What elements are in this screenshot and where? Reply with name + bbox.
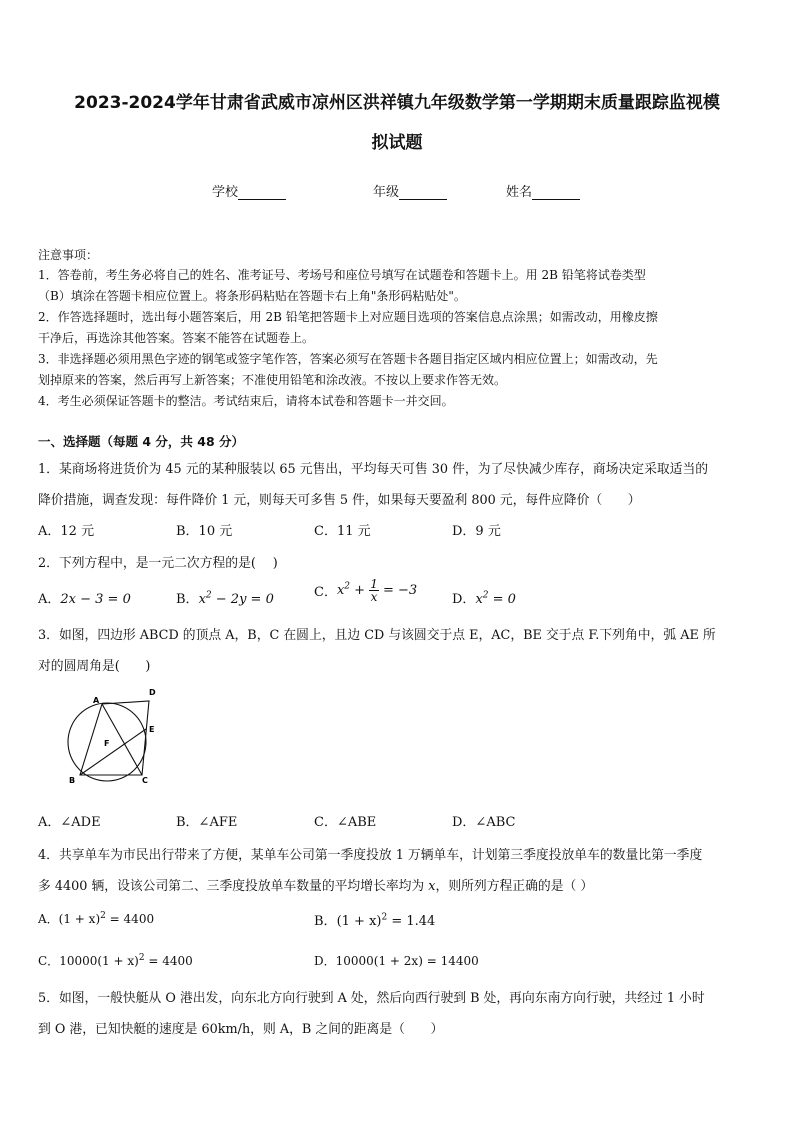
q1-option-d: D．9 元 <box>452 524 501 539</box>
q5-stem-line2: 到 O 港，已知快艇的速度是 60km/h，则 A，B 之间的距离是（ ） <box>38 1022 444 1037</box>
q2-option-b-label: B． <box>176 592 199 607</box>
note-line: （B）填涂在答题卡相应位置上。将条形码粘贴在答题卡右上角"条形码粘贴处"。 <box>38 289 466 303</box>
point-label-c: C <box>142 776 148 785</box>
q5-stem-line1: 5．如图，一般快艇从 O 港出发，向东北方向行驶到 A 处，然后向西行驶到 B 处，再向东南方向行驶，共经过 1 小时 <box>38 991 705 1006</box>
q4-stem-line2: 多 4400 辆，设该公司第二、三季度投放单车数量的平均增长率均为 x，则所列方程正确的是（ ） <box>38 879 594 894</box>
point-label-a: A <box>93 696 100 705</box>
q1-option-c: C．11 元 <box>314 524 371 539</box>
school-blank <box>238 185 286 200</box>
note-line: 2．作答选择题时，选出每小题答案后，用 2B 铅笔把答题卡上对应题目选项的答案信息点涂黑；如需改动，用橡皮擦 <box>38 310 658 324</box>
q4-option-c: C．$10000(1 + x)^2 = 4400$ <box>38 953 193 968</box>
q1-option-b: B．10 元 <box>176 524 233 539</box>
notes-heading: 注意事项： <box>38 248 99 262</box>
q2-option-d <box>452 588 516 607</box>
q2-option-d-label: D． <box>452 592 476 607</box>
note-line: 1．答卷前，考生务必将自己的姓名、准考证号、考场号和座位号填写在试题卷和答题卡上。用 2B 铅笔将试卷类型 <box>38 268 646 282</box>
name-field <box>506 181 580 200</box>
q2-option-a <box>38 588 131 607</box>
exam-title-line1: 2023-2024学年甘肃省武威市凉州区洪祥镇九年级数学第一学期期末质量跟踪监视模 <box>74 93 720 113</box>
fraction: $\frac{1}{x}$ <box>370 577 378 604</box>
q3-geometry-figure <box>60 684 170 790</box>
q3-option-c: C．∠ABE <box>314 815 377 830</box>
point-label-b: B <box>69 776 76 785</box>
q1-stem-line1: 1．某商场将进货价为 45 元的某种服装以 65 元售出，平均每天可售 30 件，为了尽快减少库存，商场决定采取适当的 <box>38 462 709 477</box>
point-label-f: F <box>104 739 110 748</box>
q2-stem: 2．下列方程中，是一元二次方程的是( ) <box>38 556 278 571</box>
q2-option-a-eq: 2x − 3 = 0 <box>60 592 131 607</box>
note-line: 干净后，再选涂其他答案。答案不能答在试题卷上。 <box>38 331 315 345</box>
grade-label: 年级 <box>373 185 400 200</box>
grade-blank <box>399 185 447 200</box>
q4-stem-line1: 4．共享单车为市民出行带来了方便，某单车公司第一季度投放 1 万辆单车，计划第三季度投放单车的数量比第一季度 <box>38 848 703 863</box>
q2-option-a-label: A． <box>38 592 61 607</box>
note-line: 3．非选择题必须用黑色字迹的钢笔或签字笔作答，答案必须写在答题卡各题目指定区域内相应位置上；如需改动，先 <box>38 352 658 366</box>
q3-stem-line2: 对的圆周角是( ) <box>38 659 151 674</box>
q4-option-d: D．10000(1 + 2x) = 14400 <box>314 954 479 968</box>
q2-option-c <box>314 578 417 603</box>
point-label-e: E <box>149 725 155 734</box>
q2-option-c-label: C． <box>314 585 337 600</box>
note-line: 4．考生必须保证答题卡的整洁。考试结束后，请将本试卷和答题卡一并交回。 <box>38 394 454 408</box>
q3-option-a: A．∠ADE <box>38 815 101 830</box>
point-label-d: D <box>149 688 156 697</box>
q3-option-d: D．∠ABC <box>452 815 516 830</box>
name-blank <box>532 185 580 200</box>
q2-option-b-eq: $x^2 - 2y = 0$ <box>198 590 274 607</box>
q2-option-b <box>176 588 274 607</box>
q1-stem-line2: 降价措施，调查发现：每件降价 1 元，则每天可多售 5 件，如果每天要盈利 800 元，每件应降价（ ） <box>38 493 641 508</box>
q3-stem-line1: 3．如图，四边形 ABCD 的顶点 A，B，C 在圆上，且边 CD 与该圆交于点 E，AC，BE 交于点 F.下列角中，弧 AE 所 <box>38 628 716 643</box>
q2-option-c-eq: $x^2$ + $\frac{1}{x}$ = −3 <box>336 577 418 604</box>
exam-title-line2: 拟试题 <box>371 133 423 153</box>
q1-option-a: A．12 元 <box>38 524 95 539</box>
school-label: 学校 <box>212 185 239 200</box>
q3-option-b: B．∠AFE <box>176 815 238 830</box>
note-line: 划掉原来的答案，然后再写上新答案；不准使用铅笔和涂改液。不按以上要求作答无效。 <box>38 373 507 387</box>
grade-field <box>373 181 447 200</box>
q2-option-d-eq: $x^2 = 0$ <box>475 590 516 607</box>
school-field <box>212 181 286 200</box>
q4-option-b: B．$(1 + x)^2 = 1.44$ <box>314 912 436 929</box>
section-heading: 一、选择题（每题 4 分，共 48 分） <box>38 434 245 449</box>
q4-option-a: A．$(1 + x)^2 = 4400$ <box>38 911 155 926</box>
name-label: 姓名 <box>506 185 533 200</box>
